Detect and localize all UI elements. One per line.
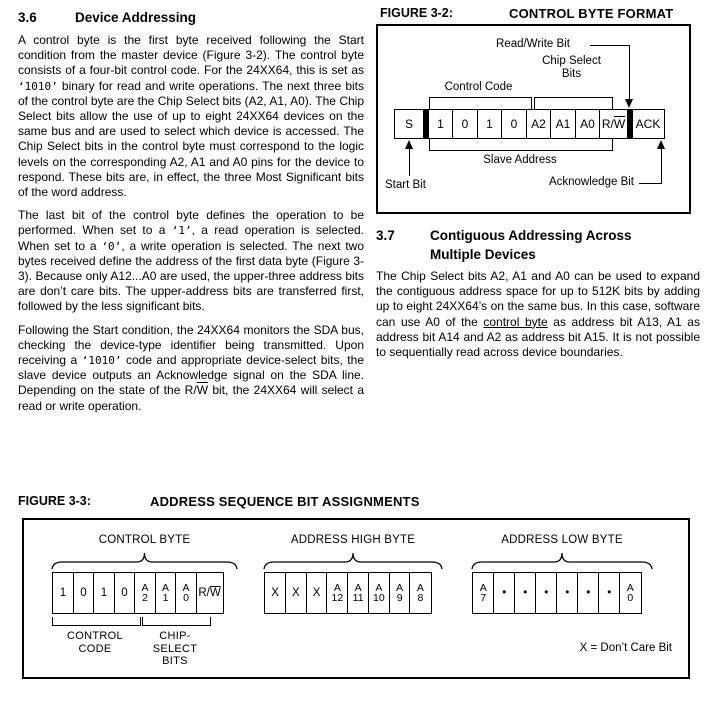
figure-3-3-title — [18, 494, 420, 509]
text-run: 0 — [627, 592, 634, 604]
code-text: ‘1’ — [171, 224, 192, 238]
acknowledge-callout-line — [661, 147, 662, 184]
bit-cell — [452, 109, 478, 139]
text-run: 1 — [100, 586, 108, 599]
text-run: A — [416, 581, 424, 594]
text-run: 1 — [59, 586, 67, 599]
text-run: A — [354, 581, 362, 594]
bit-cell — [285, 572, 307, 614]
bit-cell — [114, 572, 136, 614]
bit-cell — [550, 109, 576, 139]
text-run: A — [141, 581, 149, 594]
text-run: 12 — [331, 592, 344, 604]
text-run: X — [271, 586, 279, 599]
bit-cell — [368, 572, 390, 614]
address-low-byte-group-label: ADDRESS LOW BYTE — [501, 534, 623, 546]
read-write-callout-line — [629, 45, 630, 100]
paragraph — [18, 323, 364, 414]
figure-3-2-title — [380, 6, 673, 21]
text-run: 0 — [510, 117, 518, 131]
bit-cell — [598, 572, 621, 614]
bit-cell — [347, 572, 369, 614]
code-text: ‘0’ — [101, 239, 122, 253]
text-run: A — [626, 581, 634, 594]
text-run: A — [333, 581, 341, 594]
text-run: A — [182, 581, 190, 594]
start-bit-callout-line — [409, 147, 410, 176]
bit-cell-start — [394, 109, 424, 139]
text-run: A — [479, 581, 487, 594]
text-run: A0 — [580, 117, 595, 131]
bit-cell — [428, 109, 454, 139]
section-3-7-heading — [376, 226, 632, 264]
bit-cell — [264, 572, 286, 614]
chip-select-bracket — [142, 617, 211, 626]
text-run: 0 — [121, 586, 128, 599]
text-run: A2 — [531, 117, 546, 131]
text-run: 0 — [183, 592, 189, 604]
bit-cell — [73, 572, 95, 614]
bit-cell — [326, 572, 348, 614]
paragraph — [376, 269, 700, 360]
text-run: A — [375, 581, 383, 594]
text-run: 2 — [142, 592, 148, 604]
bit-cell-acknowledge — [632, 109, 665, 139]
chip-select-bits-label: CHIP- SELECT BITS — [152, 630, 198, 667]
control-byte-cells — [52, 572, 224, 614]
text-run: • — [607, 586, 612, 599]
bit-cell-read-write — [599, 109, 628, 139]
text-run: ACK — [635, 117, 661, 131]
dont-care-note: X = Don’t Care Bit — [579, 642, 672, 654]
control-code-bracket — [52, 617, 141, 626]
text-run: A control byte is the first byte received following the Start condition from the master device (Figure 3-2). The control byte consists of a four-bit control code. For the 24XX64, this is set as — [18, 33, 364, 78]
figure-label: FIGURE 3-2: — [380, 6, 453, 20]
overline-text: $\overline{W}$ — [209, 586, 221, 599]
address-low-byte-cells — [472, 572, 642, 614]
figure-caption: CONTROL BYTE FORMAT — [509, 6, 674, 21]
text-run: 7 — [480, 592, 487, 604]
text-run: • — [523, 586, 528, 599]
bit-cell — [526, 109, 552, 139]
text-run: • — [586, 586, 591, 599]
text-run: X — [292, 586, 300, 599]
text-run: The Chip Select bits A2, A1 and A0 can be used to expand the contiguous address space for up to 512K bits by adding up to eight 24XX64’s on the same bus. In this case, software can use A0 of the — [376, 269, 700, 329]
text-run: 9 — [396, 592, 403, 604]
bit-cell — [477, 109, 503, 139]
text-run: A — [161, 581, 169, 594]
text-run: bit, the 24XX64 will select a read or write operation. — [18, 383, 364, 413]
text-run: • — [502, 586, 507, 599]
text-run: 1 — [437, 117, 444, 131]
text-run: 1 — [162, 592, 169, 604]
control-code-label: Control Code — [444, 81, 513, 93]
paragraph — [18, 208, 364, 314]
acknowledge-bit-label: Acknowledge Bit — [548, 176, 634, 188]
address-high-byte-cells — [264, 572, 432, 614]
figure-label: FIGURE 3-3: — [18, 494, 91, 508]
text-run: • — [544, 586, 549, 599]
bit-cell — [493, 572, 516, 614]
bit-cell — [575, 109, 601, 139]
read-write-callout-line — [590, 45, 630, 46]
bit-cell — [619, 572, 642, 614]
figure-3-3-box — [22, 518, 690, 679]
text-run: S — [404, 117, 413, 131]
bit-cell — [501, 109, 527, 139]
curly-brace — [52, 552, 237, 570]
bit-cell — [196, 572, 224, 614]
bit-cell — [514, 572, 537, 614]
text-run: code and appropriate device-select bits, the slave device outputs an Acknowledge signal on the SDA line. Depending on the state of the R/ — [18, 353, 364, 398]
slave-address-bracket — [429, 139, 613, 151]
overline-text: $\overline{W}$ — [196, 383, 209, 398]
bit-cell — [577, 572, 600, 614]
control-byte-group-label: CONTROL BYTE — [98, 534, 191, 546]
text-run: • — [565, 586, 570, 599]
code-text: ‘1010’ — [18, 79, 58, 93]
bit-cell — [409, 572, 431, 614]
section-number: 3.7 — [376, 228, 395, 243]
text-run: as address bit A13, A1 as address bit A14 and A2 as address bit A15. It is not possible to sequentially read across device boundaries. — [376, 314, 700, 360]
figure-3-2-box — [376, 24, 691, 214]
text-run: 0 — [80, 586, 87, 599]
text-run: Following the Start condition, the 24XX64 monitors the SDA bus, checking the device-type identifier being transmitted. Upon receiving a — [18, 322, 364, 368]
figure-caption: ADDRESS SEQUENCE BIT ASSIGNMENTS — [150, 494, 420, 509]
bit-cell — [472, 572, 495, 614]
control-code-bracket — [429, 97, 532, 109]
bit-cell — [93, 572, 115, 614]
section-title: Contiguous Addressing Across Multiple Devices — [430, 228, 632, 262]
curly-brace — [264, 552, 442, 570]
text-run: , a write operation is selected. The next two bytes received define the address of the first data byte (Figure 3-3). Because only A12...A0 are used, the upper-three address bits are don’t care bits. The upper-address bits are transferred first, followed by the less significant bits. — [18, 238, 364, 314]
bit-cell — [134, 572, 156, 614]
text-run: R/ — [601, 117, 614, 131]
bit-cell — [389, 572, 411, 614]
start-bit-label: Start Bit — [385, 179, 426, 191]
section-3-6-heading — [18, 8, 196, 27]
text-run: 1 — [486, 117, 493, 131]
read-write-bit-label: Read/Write Bit — [496, 38, 570, 50]
text-run: A — [396, 581, 404, 594]
bit-cell — [535, 572, 558, 614]
bit-cell — [556, 572, 579, 614]
text-run: 8 — [417, 592, 424, 604]
text-run: 0 — [461, 117, 469, 131]
text-run: A1 — [555, 117, 571, 131]
section-title: Device Addressing — [75, 10, 197, 25]
underlined-text: control byte — [483, 314, 548, 329]
code-text: ‘1010’ — [81, 354, 122, 368]
chip-select-bits-label: Chip Select Bits — [542, 55, 601, 80]
text-run: 10 — [373, 592, 385, 604]
section-number: 3.6 — [18, 10, 37, 25]
overline-text: $\overline{W}$ — [613, 117, 626, 131]
section-3-6-body — [18, 33, 364, 422]
acknowledge-callout-line — [639, 183, 661, 184]
text-run: , a read operation is selected. When set to a — [18, 223, 365, 253]
text-run: The last bit of the control byte defines the operation to be performed. When set to a — [18, 208, 364, 238]
bit-cell — [306, 572, 328, 614]
text-run: R/ — [198, 586, 210, 599]
bit-cell — [175, 572, 197, 614]
bit-cell — [52, 572, 74, 614]
section-3-7-body — [376, 269, 700, 368]
text-run: 11 — [352, 592, 364, 604]
text-run: binary for read and write operations. The next three bits of the control byte are the Chip Select bits (A2, A1, A0). The Chip Select bits allow the use of up to eight 24XX64 devices on the same bus and are used to select which device is accessed. The Chip Select bits in the control byte must correspond to the logic levels on the corresponding A2, A1 and A0 pins for the device to respond. These bits are, in effect, the three Most Significant bits of the word address. — [18, 78, 364, 200]
control-byte-row — [394, 109, 665, 139]
arrow-down-icon — [625, 99, 633, 108]
bit-cell — [155, 572, 177, 614]
slave-address-label: Slave Address — [483, 154, 557, 166]
paragraph — [18, 33, 364, 200]
curly-brace — [472, 552, 652, 570]
address-high-byte-group-label: ADDRESS HIGH BYTE — [290, 534, 416, 546]
text-run: X — [312, 586, 321, 599]
chip-select-bracket — [534, 97, 613, 109]
control-code-label: CONTROL CODE — [67, 630, 123, 655]
